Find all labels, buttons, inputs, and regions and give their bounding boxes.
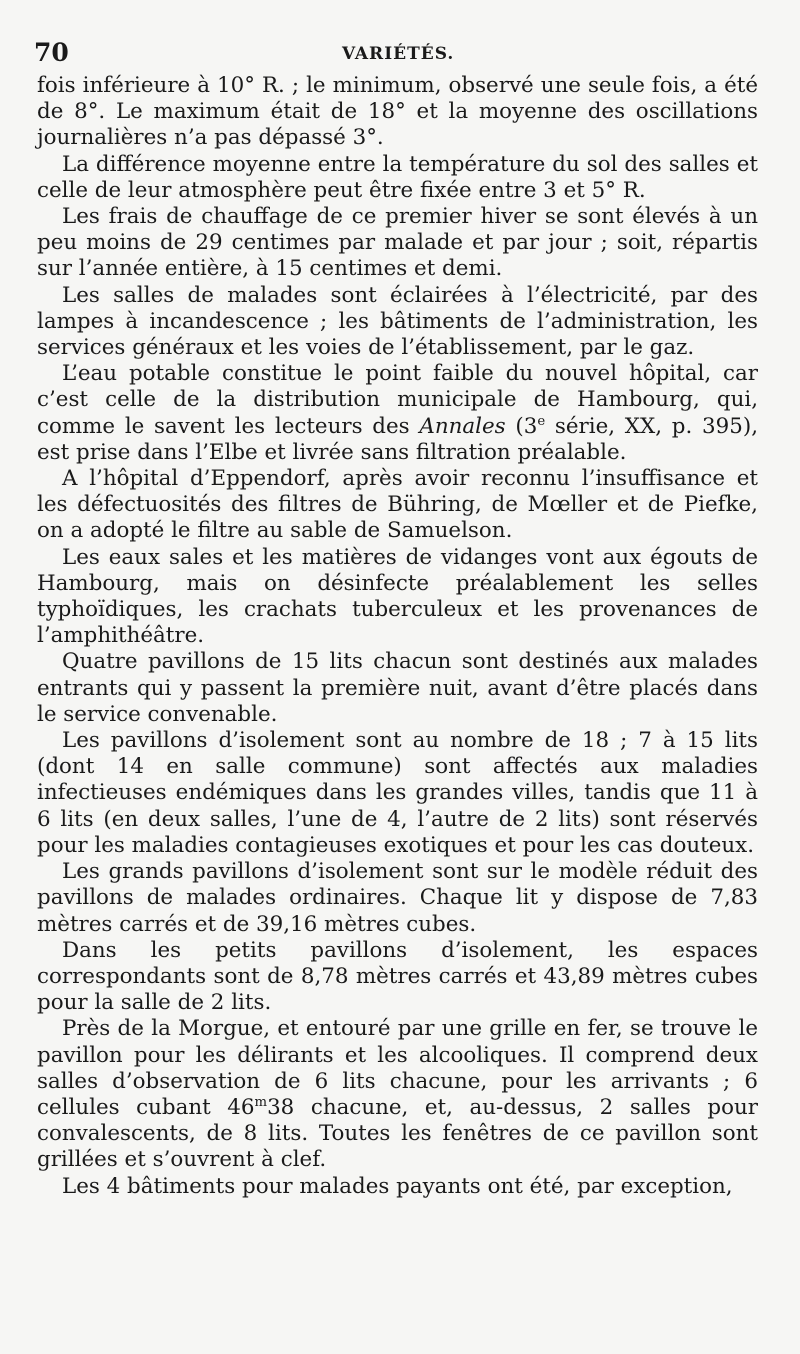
paragraph-isolation-pavilions: Les pavillons d’isolement sont au nombre de 18 ; 7 à 15 lits (dont 14 en salle commune) sont affectés aux maladies infectieuses endémiques dans les grandes villes, tandis que 11 à 6 lits (en deux salles, l’une de 4, l’autre de 2 lits) sont réservés pour les maladies contagieuses exotiques et pour les cas douteux.: [37, 728, 758, 858]
delirium-text: Près de la Morgue, et entouré par une grille en fer, se trouve le pavillon pour les délirants et les alcooliques. Il comprend deux salles d’observation de 6 lits chacune, pour les arrivants ; 6 cellules cubant: [37, 1016, 758, 1120]
cell-volume: 46: [210, 1094, 255, 1120]
annales-series-sup: e: [537, 413, 546, 429]
drinking-water-text: L’eau potable constitue le point faible du nouvel hôpital, car c’est celle de la distribution municipale de Hambourg, qui, comme le savent les lecteurs des: [37, 361, 758, 439]
page-body: [37, 73, 758, 1200]
paragraph-waste-water: Les eaux sales et les matières de vidanges vont aux égouts de Hambourg, mais on désinfecte préalablement les selles typhoïdiques, les crachats tuberculeux et les provenances de l’amphithéâtre.: [37, 544, 758, 649]
page-header: [34, 38, 764, 70]
annales-tail: série, XX, p. 395), est prise dans l’Elbe et livrée sans filtration préalable.: [37, 413, 758, 465]
paragraph-temperature-difference: La différence moyenne entre la température du sol des salles et celle de leur atmosphère peut être fixée entre 3 et 5° R.: [37, 151, 758, 203]
cell-volume-tail: 38 chacune, et, au-dessus, 2 salles pour convalescents, de 8 lits. Toutes les fenêtres de ce pavillon sont grillées et s’ouvrent à clef.: [37, 1094, 758, 1173]
paragraph-filters: A l’hôpital d’Eppendorf, après avoir reconnu l’insuffisance et les défectuosités des filtres de Bühring, de Mœller et de Piefke, on a adopté le filtre au sable de Samuelson.: [37, 466, 758, 544]
paragraph-delirium-pavilion: [37, 1016, 758, 1173]
paragraph-heating-costs: Les frais de chauffage de ce premier hiver se sont élevés à un peu moins de 29 centimes par malade et par jour ; soit, répartis sur l’année entière, à 15 centimes et demi.: [37, 204, 758, 282]
page-number: 70: [34, 38, 69, 67]
annales-title: Annales: [419, 413, 506, 439]
paragraph-temperature-continued: fois inférieure à 10° R. ; le minimum, observé une seule fois, a été de 8°. Le maximum était de 18° et la moyenne des oscillations journalières n’a pas dépassé 3°.: [37, 73, 758, 151]
annales-ref: (3: [505, 413, 538, 439]
paragraph-paying-patients: Les 4 bâtiments pour malades payants ont été, par exception,: [62, 1173, 733, 1199]
paragraph-drinking-water: [37, 361, 758, 466]
paragraph-small-isolation: Dans les petits pavillons d’isolement, les espaces correspondants sont de 8,78 mètres carrés et 43,89 mètres cubes pour la salle de 2 lits.: [37, 937, 758, 1016]
cell-volume-sup: m: [254, 1094, 268, 1110]
paragraph-lighting: Les salles de malades sont éclairées à l’électricité, par des lampes à incandescence ; les bâtiments de l’administration, les services généraux et les voies de l’établissement, par le gaz.: [37, 282, 758, 361]
paragraph-large-isolation: Les grands pavillons d’isolement sont sur le modèle réduit des pavillons de malades ordinaires. Chaque lit y dispose de 7,83 mètres carrés et de 39,16 mètres cubes.: [37, 859, 758, 937]
paragraph-admission-pavilions: Quatre pavillons de 15 lits chacun sont destinés aux malades entrants qui y passent la première nuit, avant d’être placés dans le service convenable.: [37, 649, 758, 727]
running-title: VARIÉTÉS.: [342, 44, 455, 64]
